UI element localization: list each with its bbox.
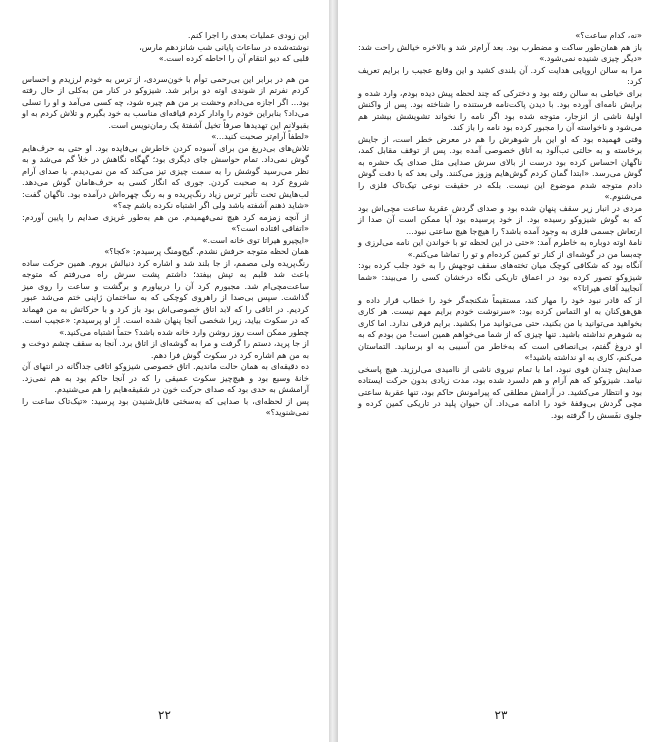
right-page-text xyxy=(358,30,642,421)
paragraph: نامهٔ اوته دوباره به خاطرم آمد: «حتی در این لحظه تو با خواندن این نامه می‌لرزی و چه‌بسا من در گوشه‌ای از کنار تو کمین کرده‌ام و تو را تماشا می‌کنم.» xyxy=(358,237,642,259)
paragraph: از جا پرید، دستم را گرفت و مرا به گوشه‌ای از اتاق برد. آنجا به سقف چشم دوخت و به من هم اشاره کرد در سکوت گوش فرا دهم. xyxy=(22,338,309,360)
paragraph: این زودی عملیات بعدی را اجرا کنم. نوشته‌شده در ساعات پایانی شب شانزدهم مارس، قلبی که دیو انتقام آن را احاطه کرده است.» xyxy=(139,30,309,63)
paragraph: صدایش چندان قوی نبود، اما با تمام نیروی ناشی از ناامیدی می‌لرزید. هیچ پاسخی نیامد. شیزوکو که هم آرام و هم دلسرد شده بود، مدت زیادی بدون حرکت ایستاده بود و انتظار می‌کشید. در آرامش مطلقی که پیرامونش حاکم بود، تنها عقربهٔ ساعتی مچی گردش بی‌وقفهٔ خود را ادامه می‌داد. آن حیوان پلید در تاریکی کمین کرده و جلوی نفَسش را گرفته بود. xyxy=(358,363,642,420)
paragraph: همان لحظه متوجه حرفش نشدم. گیج‌ومنگ پرسیدم: «کجا؟» xyxy=(104,246,309,256)
paragraph: رنگ‌پریده ولی مصمم، از جا بلند شد و اشاره کرد دنبالش بروم. همین حرکت ساده باعث شد قلبم به تپش بیفتد؛ داشتم پشت سرش راه می‌رفتم که متوجه ساعت‌مچی‌ام شد. مجبورم کرد آن را دربیاورم و برگشت و ساعت را روی میز گذاشت. سپس بی‌صدا از راهروی کوچکی که به ساختمان ژاپنی ختم می‌شد عبور کردیم. در اتاقی را که لابد اتاق خصوصی‌اش بود باز کرد و با حرکاتش به من فهماند که در سکوت بیاید، زیرا شخصی آنجا پنهان شده است. از او پرسیدم: «عجیب است. چطور ممکن است روز روشن وارد خانه شده باشد؟ حتماً اشتباه می‌کنید.» xyxy=(22,257,309,337)
paragraph: من هم در برابر این بی‌رحمی توأم با خون‌سردی، از ترس به خودم لرزیدم و احساس کردم نفرتم از شوندی اوته دو برابر شد. شیزوکو در کنار من به‌کلی از حال رفته بود... اگر اجازه می‌دادم وحشت بر من هم چیره شود، چه کسی می‌آمد و او را تسلی می‌داد؟ بنابراین خودم را وادار کردم قیافه‌ای مناسب به خود بگیرم و تلاش کردم به او بقبولانم این تهدیدها صرفاً تخیل آشفتهٔ یک رمان‌نویس است. xyxy=(22,73,309,130)
page-number-right: ۲۳ xyxy=(494,708,508,722)
paragraph: تلاش‌های بی‌دریغ من برای آسوده کردن خاطرش بی‌فایده بود. او حتی به حرف‌هایم گوش نمی‌داد. تمام حواسش جای دیگری بود؛ گهگاه نگاهش در خلأ گم می‌شد و به نظر می‌رسید گوشش را به سمت چیزی تیز می‌کند که من نمی‌دیدم. با صدای آرام شروع کرد به صحبت کردن. جوری که انگار کسی به حرف‌هامان گوش می‌دهد. لب‌هایش تحت تأثیر ترس زیاد رنگ‌پریده و به رنگ چهره‌اش درآمده بود. ناگهان گفت: «شاید ذهنم آشفته باشد ولی اگر اشتباه نکرده باشم چه؟» xyxy=(22,142,309,210)
paragraph: مردی در انبار زیر سقف پنهان شده بود و صدای گردش عقربهٔ ساعت مچی‌اش بود که به گوش شیزوکو رسیده بود. از خود پرسیده بود آیا ممکن است آن صدا از ارتعاش جسمی فلزی به وجود آمده باشد؟ را هیچ‌جا هیچ ساعتی نبود... xyxy=(358,202,642,236)
page-number-left: ۲۲ xyxy=(158,708,171,722)
paragraph: برای خیاطی به سالن رفته بود و دخترکی که چند لحظه پیش دیده بودم، وارد شده و برایش نامه‌ای آورده بود. با دیدن پاکت‌نامه فرستنده را شناخته بود. پس از واکنش اولیهٔ ناشی از انزجار، متوجه شده بود اگر نامه را نخواند تشویشش بیشتر هم می‌شود و ناخواسته آن را مجبور کرده بود نامه را باز کند. xyxy=(358,87,642,132)
paragraph: از آنچه زمزمه کرد هیچ نمی‌فهمیدم. من هم به‌طور غریزی صدایم را پایین آوردم: «اتفاقی افتاده است؟» xyxy=(22,211,309,233)
paragraph: «نه، کدام ساعت؟» xyxy=(575,30,642,40)
paragraph: از که قادر نبود خود را مهار کند، مستقیماً شکنجه‌گر خود را خطاب قرار داده و هق‌هق‌کنان به او التماس کرده بود: «سرنوشت خودم برایم مهم نیست. هر کاری بخواهید می‌توانید با من بکنید، حتی می‌توانید مرا بکشید. برایم فرقی ندارد. اما کاری به شوهرم نداشته باشید. تنها چیزی که از شما می‌خواهم همین است! من بودم که به او دروغ گفتم، بی‌انصافی است که به‌خاطر من آسیبی به او برسانید. التماستان می‌کنم، کاری به او نداشته باشید!» xyxy=(358,294,642,362)
paragraph: باز هم همان‌طور ساکت و مضطرب بود. بعد آرام‌تر شد و بالاخره خیالش راحت شد: «دیگر چیزی شنیده نمی‌شود.» xyxy=(358,41,642,63)
paragraph: آنگاه بود که شکافی کوچک میان تخته‌های سقف توجهش را به خود جلب کرده بود: شیزوکو تصور کرده بود در اعماق تاریکی نگاه درخشان کسی را می‌بیند: «شما آنجایید آقای هیراتا؟» xyxy=(358,260,642,293)
paragraph: مرا به سالن اروپایی هدایت کرد. آن بلندی کشید و این وقایع عجیب را برایم تعریف کرد: xyxy=(358,64,642,86)
paragraph: وقتی فهمیده بود که او این بار شوهرش را هم در معرض خطر است، از جایش برخاسته و به حالتی تب‌آلود به اتاق خصوصی آمده بود. پس از توقف مقابل کمد، ناگهان احساس کرده بود درست از بالای سرش صدایی مثل صدای یک حشره به گوش می‌رسد. «ابتدا گمان کردم گوش‌هایم وزوز می‌کنند. ولی بعد که با دقت گوش دادم متوجه شدم موضوع این نیست. بلکه در حقیقت نوعی تیک‌تاک فلزی را می‌شنوم.» xyxy=(358,133,642,201)
paragraph: پس از لحظه‌ای، با صدایی که به‌سختی قابل‌شنیدن بود پرسید: «تیک‌تاک ساعت را نمی‌شنوید؟» xyxy=(22,395,309,417)
paragraph: ده دقیقه‌ای به همان حالت ماندیم. اتاق خصوصی شیزوکو اتاقی جداگانه در انتهای آن خانهٔ وسیع بود و هیچ‌چیز سکوت عمیقی را که در آنجا حاکم بود به هم نمی‌زد. آرامشش به حدی بود که صدای حرکت خون در شقیقه‌هایم را هم می‌شنیدم. xyxy=(22,361,309,394)
book-gutter xyxy=(329,0,338,742)
left-page xyxy=(0,0,329,742)
paragraph: «لطفاً آرام‌تر صحبت کنید...» xyxy=(211,131,309,141)
right-page xyxy=(338,0,664,742)
left-page-text xyxy=(22,30,309,419)
paragraph: «ایچیرو هیراتا توی خانه است.» xyxy=(202,234,309,245)
